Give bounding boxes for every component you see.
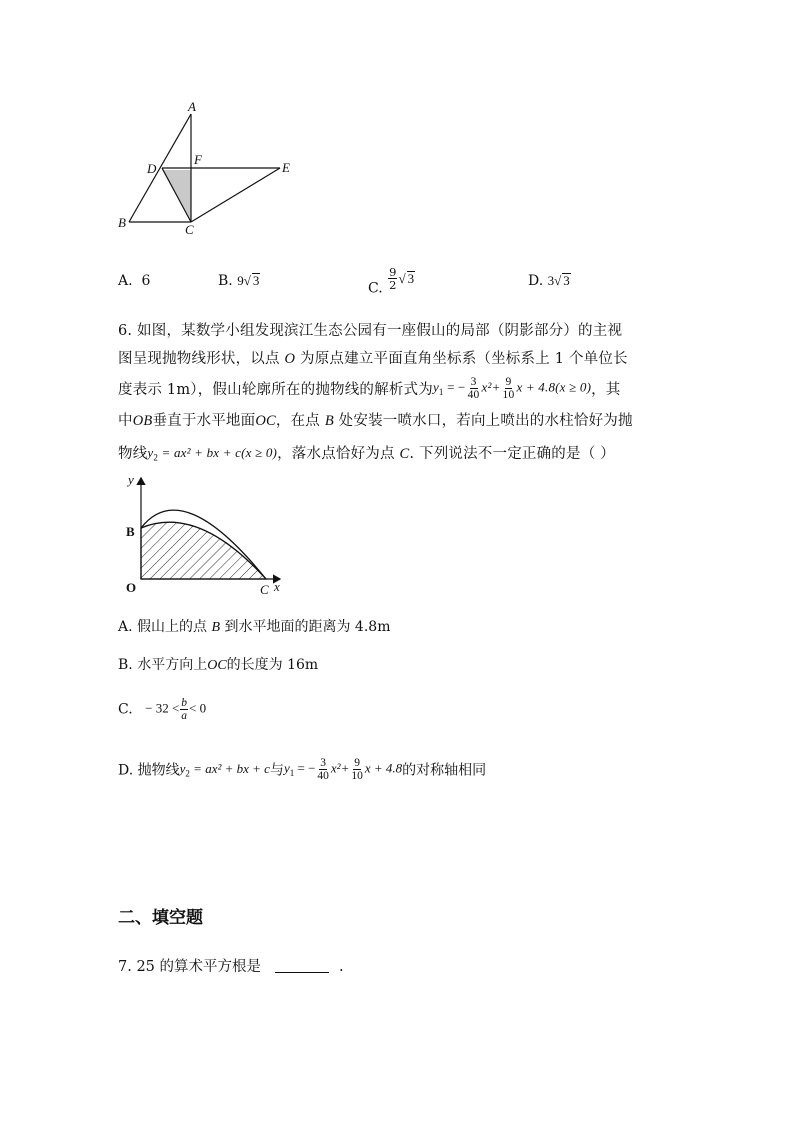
q6-option-b-rest: 的长度为 16m — [226, 657, 319, 673]
y2-equation — [147, 445, 277, 463]
q7 — [118, 955, 344, 976]
q6-option-d-f1d: 40 — [317, 770, 329, 783]
y1-rhs-b: x + 4.8(x ≥ 0) — [516, 379, 592, 395]
y1-var: y — [432, 379, 439, 395]
y1-sub: 1 — [438, 387, 444, 398]
q5-option-b — [218, 273, 260, 289]
q6-option-d-end: 的对称轴相同 — [402, 762, 487, 779]
label-c-2: C — [260, 582, 269, 597]
q6-option-d-y1rhs-b: x + 4.8 — [364, 760, 403, 776]
q6-option-d-f2d: 10 — [351, 770, 363, 783]
q7-answer-blank[interactable] — [275, 972, 329, 973]
q6-option-c — [118, 697, 206, 722]
q6-line-3 — [118, 376, 621, 401]
q5-option-c-den: 2 — [389, 278, 397, 293]
parabola-figure — [120, 470, 295, 600]
q5-option-b-coef: 9 — [237, 273, 244, 288]
point-o: O — [284, 351, 296, 367]
q7-end: . — [339, 959, 344, 975]
section-title-fill-in: 二、填空题 — [118, 908, 203, 928]
q5-option-c-num: 9 — [389, 265, 397, 279]
label-b: B — [118, 215, 126, 230]
q5-option-d-label: D. — [528, 273, 544, 289]
y1-frac2-num: 9 — [505, 376, 512, 388]
q6-option-d-f2n: 9 — [354, 757, 360, 769]
label-c: C — [185, 222, 194, 237]
q5-option-d — [528, 273, 571, 289]
q6-option-c-left: − 32 < — [145, 700, 180, 716]
segment-ob: OB — [132, 413, 153, 429]
q6-line-3b: ，其 — [591, 382, 621, 399]
q6-line-4 — [118, 409, 633, 430]
y1-x2: x²+ — [481, 379, 501, 395]
label-f: F — [194, 152, 202, 167]
q5-option-d-rad: 3 — [563, 273, 570, 288]
label-e: E — [282, 160, 290, 175]
q6-line-4a: 中 — [118, 413, 133, 429]
q5-option-a — [118, 273, 150, 289]
point-c: C — [399, 446, 410, 462]
label-a: A — [188, 100, 196, 114]
y1-frac2-den: 10 — [502, 389, 515, 402]
q5-option-c — [368, 266, 415, 297]
y2-var: y — [147, 445, 154, 461]
q6-option-d-y2: y — [179, 760, 186, 776]
y2-sub: 2 — [153, 452, 159, 463]
label-o: O — [126, 580, 137, 595]
q6-line-1: 6. 如图，某数学小组发现滨江生态公园有一座假山的局部（阴影部分）的主视 — [118, 323, 623, 339]
sqrt-symbol-icon: √ — [554, 273, 562, 288]
q5-option-d-coef: 3 — [547, 273, 555, 288]
q6-option-c-num: b — [181, 697, 188, 709]
q6-option-c-right: < 0 — [189, 700, 207, 716]
q6-line-2b: 为原点建立平面直角坐标系（坐标系上 1 个单位长 — [295, 351, 628, 367]
q6-option-d — [118, 757, 486, 782]
q6-option-d-y2rhs: = ax² + bx + c — [193, 760, 270, 776]
q6-line-5b: ，落水点恰好为点 — [277, 446, 400, 462]
q5-option-c-rad: 3 — [407, 270, 415, 286]
q5-option-b-label: B. — [218, 273, 233, 289]
q6-line-2a: 图呈现抛物线形状，以点 — [118, 351, 285, 367]
q6-line-5a: 物线 — [118, 446, 148, 462]
q6-line-5d: . 下列说法不一定正确的是（ ） — [409, 446, 615, 462]
q6-option-d-y1: y — [283, 760, 290, 776]
y1-frac1-num: 3 — [470, 376, 477, 388]
q6-option-d-y2sub: 2 — [185, 768, 190, 779]
q6-line-4d: 处安装一喷水口，若向上喷出的水柱恰好为抛 — [333, 413, 633, 429]
label-d: D — [147, 161, 157, 176]
sqrt-symbol-icon: √ — [243, 273, 251, 288]
q6-line-4c: ，在点 — [275, 413, 325, 429]
axis-label-y: y — [128, 472, 134, 487]
y1-frac1-den: 40 — [467, 389, 480, 402]
q6-option-a-text: A. 假山上的点 — [118, 619, 212, 635]
q5-option-a-value: 6 — [141, 273, 151, 289]
q6-option-d-y1sub: 1 — [289, 768, 295, 779]
axis-label-x: x — [274, 579, 280, 594]
geometry-figure — [112, 100, 302, 240]
q6-option-a-rest: 到水平地面的距离为 4.8m — [220, 619, 391, 635]
q6-option-c-den: a — [181, 710, 188, 723]
q6-line-2 — [118, 347, 628, 368]
q6-line-5 — [118, 442, 615, 463]
q5-option-a-label: A. — [118, 273, 133, 289]
q6-line-3a: 度表示 1m），假山轮廓所在的抛物线的解析式为 — [118, 382, 433, 399]
y1-rhs-a: = − — [447, 379, 466, 395]
q6-line-4b: 垂直于水平地面 — [152, 413, 256, 429]
q6-option-d-mid: 与 — [269, 762, 284, 779]
q6-option-d-f1n: 3 — [320, 757, 327, 769]
q6-option-b — [118, 654, 318, 674]
hill-shaded-region — [141, 522, 266, 579]
q6-option-d-text: D. 抛物线 — [118, 762, 180, 779]
y2-rhs: = ax² + bx + c(x ≥ 0) — [161, 445, 278, 461]
sqrt-symbol-icon: √ — [398, 270, 406, 286]
q6-option-b-oc: OC — [207, 658, 227, 673]
q6-option-d-x2: x²+ — [330, 760, 350, 776]
y1-equation — [433, 376, 591, 401]
segment-oc: OC — [255, 413, 276, 429]
q6-option-a — [118, 616, 390, 636]
q6-option-c-label: C. — [118, 701, 133, 718]
q5-option-b-rad: 3 — [252, 273, 260, 288]
q6-option-b-text: B. 水平方向上 — [118, 657, 208, 673]
q6-option-d-y1rhs-a: = − — [297, 760, 316, 776]
point-b: B — [324, 413, 334, 429]
q6-option-a-point: B — [211, 620, 221, 635]
label-b-2: B — [126, 524, 135, 539]
q5-option-c-label: C. — [368, 280, 383, 297]
q7-text: 7. 25 的算术平方根是 — [118, 959, 262, 975]
segment-ce — [191, 168, 280, 222]
